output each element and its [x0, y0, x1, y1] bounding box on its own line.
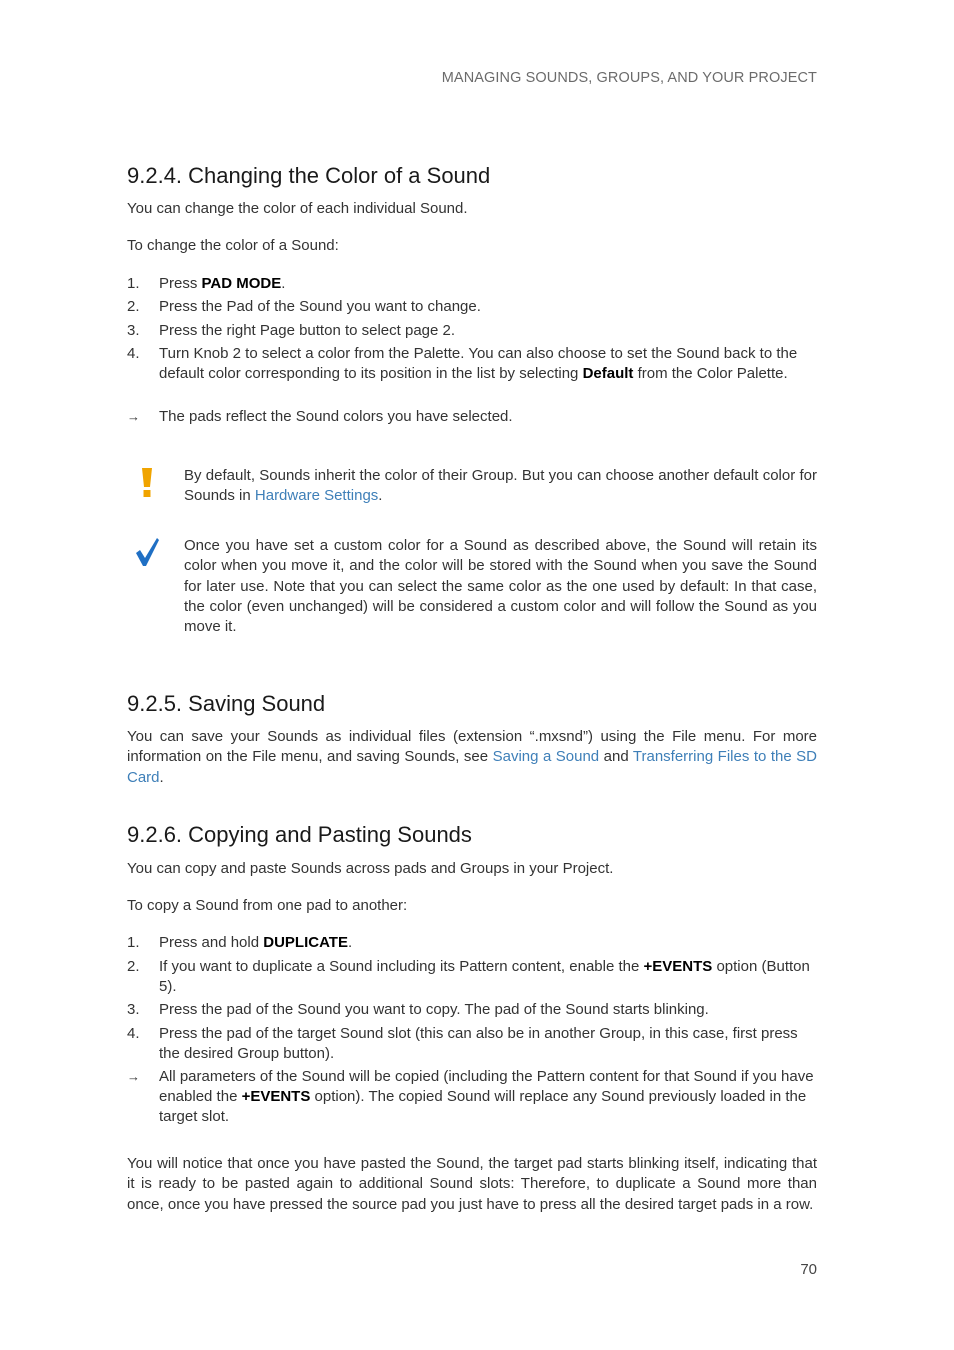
list-number: 4. — [127, 345, 140, 362]
paragraph: You can save your Sounds as individual files (extension “.mxsnd”) using the File menu. For more information on the File menu, and saving Sounds, see Saving a Sound and Transferring Files to the SD Card. — [127, 728, 818, 786]
keyword: Default — [582, 365, 634, 382]
list-text: Press the right Page button to select page 2. — [159, 322, 456, 339]
list-text: Press PAD MODE. — [159, 275, 286, 292]
section-title-color: 9.2.4. Changing the Color of a Sound — [127, 163, 491, 188]
list-number: 2. — [127, 958, 140, 975]
list-text: Press the pad of the target Sound slot (this can also be in another Group, in this case, first press the desired Group button). — [159, 1025, 798, 1062]
list-text: Turn Knob 2 to select a color from the Palette. You can also choose to set the Sound back to the default color corresponding to its position in the list by selecting Default from the Color Palette. — [159, 345, 798, 382]
list-text: The pads reflect the Sound colors you have selected. — [159, 408, 513, 425]
list-number: 2. — [127, 298, 140, 315]
list-number: 4. — [127, 1025, 140, 1042]
keyword: PAD MODE — [201, 275, 282, 292]
list-number: 1. — [127, 275, 140, 292]
warning-note: By default, Sounds inherit the color of their Group. But you can choose another default color for Sounds in Hardware Settings. — [184, 467, 817, 505]
list-number: 1. — [127, 934, 140, 951]
section-title-saving: 9.2.5. Saving Sound — [127, 691, 326, 716]
list-number: 3. — [127, 322, 140, 339]
tip-note: Once you have set a custom color for a Sound as described above, the Sound will retain its color when you move it, and the color will be stored with the Sound when you save the Sound for later use. Note that you can select the same color as the one used by default: In that case, the color (even unchanged) will be considered a custom color and will follow the Sound as you move it. — [184, 537, 817, 636]
list-text: Press the Pad of the Sound you want to change. — [159, 298, 481, 315]
list-text: All parameters of the Sound will be copied (including the Pattern content for that Sound if you have enabled the +EVENTS option). The copied Sound will replace any Sound previously loaded in the target slot. — [159, 1068, 814, 1125]
list-number: 3. — [127, 1001, 140, 1018]
keyword: +EVENTS — [241, 1088, 311, 1105]
transferring-files-link[interactable]: Transferring Files to the SD Card — [127, 748, 818, 786]
paragraph: You can change the color of each individual Sound. — [127, 200, 468, 217]
running-header: MANAGING SOUNDS, GROUPS, AND YOUR PROJECT — [441, 70, 817, 86]
paragraph: To copy a Sound from one pad to another: — [127, 897, 408, 914]
keyword: +EVENTS — [643, 958, 713, 975]
saving-a-sound-link[interactable]: Saving a Sound — [492, 748, 600, 766]
section-title-copying: 9.2.6. Copying and Pasting Sounds — [127, 822, 472, 847]
checkmark-icon — [133, 536, 161, 568]
hardware-settings-link[interactable]: Hardware Settings — [254, 487, 379, 505]
list-text: Press and hold DUPLICATE. — [159, 934, 353, 951]
result-arrow-icon: → — [127, 409, 140, 424]
keyword: DUPLICATE — [263, 934, 348, 951]
paragraph: To change the color of a Sound: — [127, 237, 339, 254]
paragraph: You will notice that once you have pasted the Sound, the target pad starts blinking itself, indicating that it is ready to be pasted again to additional Sound slots: Therefore, to duplicate a Sound more than once, once you have pressed the source pad you just have to press all the desired target pads in a row. — [127, 1155, 817, 1213]
exclamation-icon — [140, 466, 154, 498]
list-text: If you want to duplicate a Sound including its Pattern content, enable the +EVENTS option (Button 5). — [159, 958, 810, 995]
result-arrow-icon: → — [127, 1069, 140, 1084]
list-text: Press the pad of the Sound you want to copy. The pad of the Sound starts blinking. — [159, 1001, 709, 1018]
paragraph: You can copy and paste Sounds across pads and Groups in your Project. — [127, 860, 614, 877]
page-number: 70 — [800, 1261, 817, 1278]
